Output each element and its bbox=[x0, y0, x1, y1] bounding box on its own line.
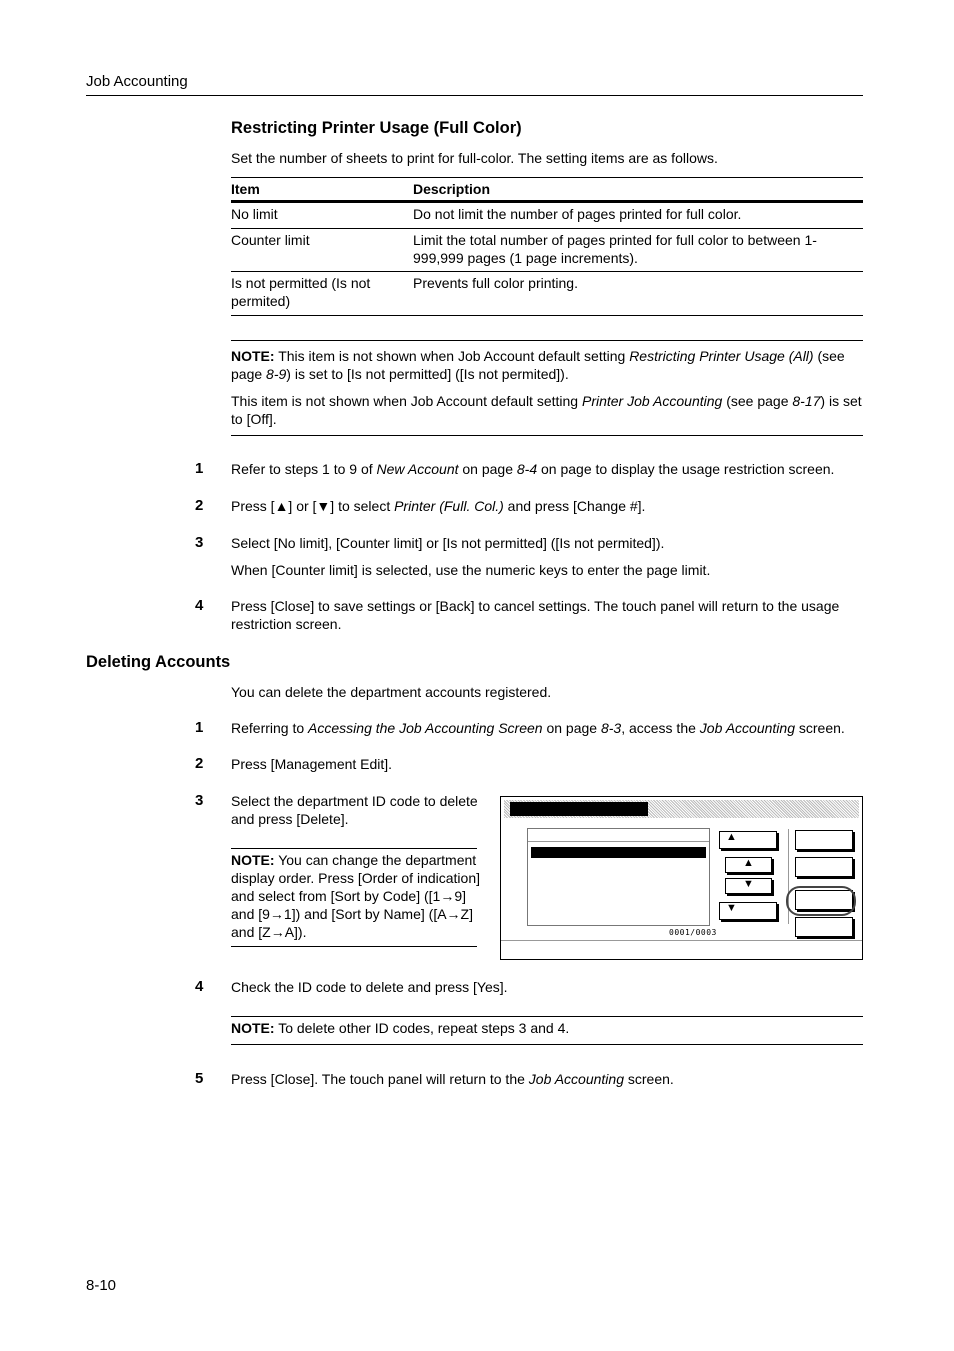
note-top-rule bbox=[231, 848, 477, 849]
note-label: NOTE: bbox=[231, 1020, 275, 1036]
step-text: Select [No limit], [Counter limit] or [Is not permitted] ([Is not permited]). bbox=[231, 535, 665, 551]
step-text bbox=[231, 460, 863, 478]
table-row-item: Counter limit bbox=[231, 232, 310, 248]
step-text bbox=[231, 719, 863, 737]
page-counter: 0001/0003 bbox=[669, 928, 717, 937]
note-text: This item is not shown when Job Account default setting bbox=[278, 348, 626, 364]
step-number: 5 bbox=[195, 1070, 204, 1087]
step-ref: Accessing the Job Accounting Screen bbox=[308, 720, 543, 736]
scroll-down-fast-button[interactable]: ▼ bbox=[719, 902, 777, 920]
note-repeat bbox=[231, 1019, 863, 1037]
note-ref: Printer Job Accounting bbox=[581, 393, 723, 409]
table-row-rule bbox=[231, 228, 863, 229]
touch-panel-screenshot bbox=[500, 796, 863, 960]
table-row-description: Do not limit the number of pages printed for full color. bbox=[413, 206, 742, 222]
note-top-rule bbox=[231, 340, 863, 341]
running-header: Job Accounting bbox=[86, 73, 188, 90]
panel-side-button[interactable] bbox=[795, 857, 853, 877]
table-header-description: Description bbox=[413, 181, 491, 197]
deleting-intro: You can delete the department accounts registered. bbox=[231, 684, 552, 700]
note-bottom-rule bbox=[231, 435, 863, 436]
step-number: 4 bbox=[195, 978, 204, 995]
account-list-selected-row[interactable] bbox=[531, 847, 706, 858]
step-text-part: Refer to steps 1 to 9 of bbox=[231, 461, 373, 477]
table-top-rule bbox=[231, 177, 863, 178]
table-row-item: Is not permitted (Is not permited) bbox=[231, 275, 371, 309]
step-number: 2 bbox=[195, 755, 204, 772]
note-text: ) is set to [Off]. bbox=[231, 393, 862, 427]
table-bottom-rule bbox=[231, 315, 863, 316]
note-bottom-rule bbox=[231, 946, 477, 947]
table-row-description: Limit the total number of pages printed for full color to between 1-999,999 pages (1 page increments). bbox=[413, 232, 817, 266]
step-number: 3 bbox=[195, 534, 204, 551]
step-ref: Job Accounting bbox=[528, 1071, 624, 1087]
scroll-up-button[interactable]: ▲ bbox=[725, 857, 772, 873]
step-text: Select the department ID code to delete and press [Delete]. bbox=[231, 793, 478, 827]
step-page-ref: 8-3 bbox=[600, 720, 622, 736]
step-ref: New Account bbox=[376, 461, 459, 477]
scroll-up-fast-button[interactable]: ▲ bbox=[719, 831, 777, 849]
step-subtext: When [Counter limit] is selected, use the numeric keys to enter the page limit. bbox=[231, 562, 711, 578]
section-title-deleting: Deleting Accounts bbox=[86, 653, 231, 671]
scroll-down-button[interactable]: ▼ bbox=[725, 878, 772, 894]
table-row-rule bbox=[231, 271, 863, 272]
table-header-item: Item bbox=[231, 181, 260, 197]
note-bottom-rule bbox=[231, 1044, 863, 1045]
step-text-part: on page bbox=[546, 720, 598, 736]
table-row-description: Prevents full color printing. bbox=[413, 275, 578, 291]
highlight-oval bbox=[786, 886, 856, 916]
step-page-ref: 8-4 bbox=[516, 461, 538, 477]
restricting-intro: Set the number of sheets to print for full-color. The setting items are as follows. bbox=[231, 150, 718, 166]
panel-side-button[interactable] bbox=[795, 830, 853, 850]
step-text-part: and press [Change #]. bbox=[507, 498, 646, 514]
step-text-part: Referring to bbox=[231, 720, 305, 736]
step-number: 2 bbox=[195, 497, 204, 514]
step-number: 1 bbox=[195, 719, 204, 736]
step-text-part: screen. bbox=[798, 720, 845, 736]
header-rule bbox=[86, 95, 863, 96]
account-list-header bbox=[528, 829, 709, 842]
note-text: (see page bbox=[726, 393, 789, 409]
page-number: 8-10 bbox=[86, 1277, 117, 1294]
note-top-rule bbox=[231, 1016, 863, 1017]
step-text: Press [Close] to save settings or [Back] to cancel settings. The touch panel will return to the usage restriction screen. bbox=[231, 598, 840, 632]
section-title-restricting: Restricting Printer Usage (Full Color) bbox=[231, 119, 522, 137]
step-ref: Job Accounting bbox=[699, 720, 795, 736]
note-text: This item is not shown when Job Account default setting bbox=[231, 393, 579, 409]
step-text-part: , access the bbox=[621, 720, 696, 736]
note-text: You can change the department display order. Press [Order of indication] and select from [Sort by Code] ([1→9] and [9→1]) and [Sort by Name] ([A→Z] and [Z→A]). bbox=[231, 852, 481, 940]
step-text-part: Press [Close]. The touch panel will return to the bbox=[231, 1071, 525, 1087]
note-sort-order bbox=[231, 851, 481, 941]
note-page-ref: 8-17 bbox=[792, 393, 821, 409]
panel-side-button[interactable] bbox=[795, 917, 853, 937]
note-label: NOTE: bbox=[231, 852, 275, 868]
note-page-ref: 8-9 bbox=[266, 366, 287, 382]
step-ref: Printer (Full. Col.) bbox=[394, 498, 504, 514]
step-text-part: on page to display the usage restriction screen. bbox=[541, 461, 835, 477]
step-text-part: screen. bbox=[627, 1071, 674, 1087]
note-text: To delete other ID codes, repeat steps 3 and 4. bbox=[278, 1020, 570, 1036]
panel-title-highlight bbox=[510, 802, 648, 816]
table-header-rule bbox=[231, 200, 863, 203]
note-label: NOTE: bbox=[231, 348, 275, 364]
panel-bottom-bar bbox=[501, 940, 862, 941]
step-number: 4 bbox=[195, 597, 204, 614]
note-paragraph-2 bbox=[231, 392, 863, 428]
step-text: Check the ID code to delete and press [Yes]. bbox=[231, 979, 508, 995]
step-text-part: Press [▲] or [▼] to select bbox=[231, 498, 391, 514]
step-text bbox=[231, 497, 863, 515]
note-text: ) is set to [Is not permitted] ([Is not permited]). bbox=[286, 366, 569, 382]
table-row-item: No limit bbox=[231, 206, 278, 222]
step-text: Press [Management Edit]. bbox=[231, 756, 393, 772]
note-text: (see page bbox=[231, 348, 845, 382]
step-text bbox=[231, 1070, 863, 1088]
note-paragraph-1 bbox=[231, 347, 863, 383]
step-number: 3 bbox=[195, 792, 204, 809]
step-number: 1 bbox=[195, 460, 204, 477]
note-ref: Restricting Printer Usage (All) bbox=[629, 348, 814, 364]
step-text-part: on page bbox=[462, 461, 513, 477]
account-list[interactable] bbox=[527, 828, 710, 926]
